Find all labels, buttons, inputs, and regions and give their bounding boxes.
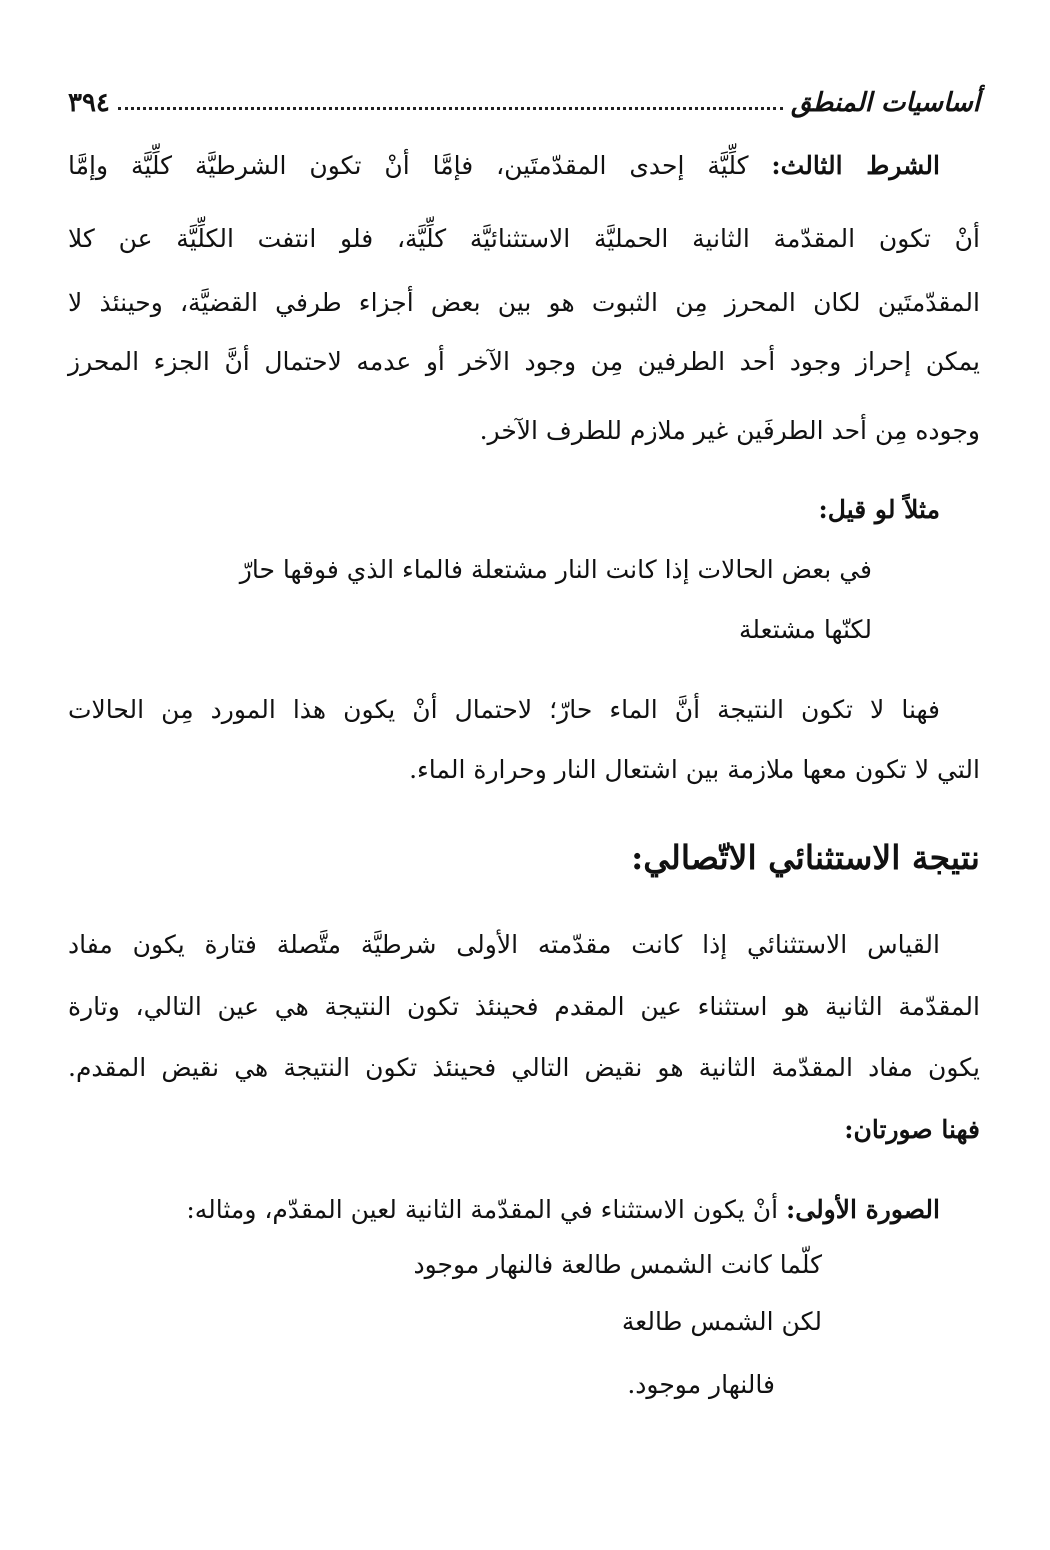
form1-text: أنْ يكون الاستثناء في المقدّمة الثانية لعين المقدّم، ومثاله: xyxy=(186,1195,786,1224)
header-dot-leader xyxy=(118,107,783,110)
example-label: مثلاً لو قيل: xyxy=(818,495,940,524)
two-forms-label: فهنا صورتان: xyxy=(844,1115,980,1144)
page-number: ٣٩٤ xyxy=(68,88,110,118)
form1-lead: الصورة الأولى: xyxy=(786,1195,940,1224)
paragraph-line: أنْ تكون المقدّمة الثانية الحمليَّة الاستثنائيَّة كلِّيَّة، فلو انتفت الكلِّيَّة عن كلا xyxy=(68,224,980,253)
paragraph-line: المقدّمتَين لكان المحرز مِن الثبوت هو بين بعض أجزاء طرفي القضيَّة، وحينئذ لا xyxy=(68,288,980,317)
example-line: لكنّها مشتعلة xyxy=(738,615,872,644)
paragraph-line: فهنا لا تكون النتيجة أنَّ الماء حارّ؛ لاحتمال أنْ يكون هذا المورد مِن الحالات xyxy=(68,695,941,724)
example-line: في بعض الحالات إذا كانت النار مشتعلة فالماء الذي فوقها حارّ xyxy=(239,555,872,584)
paragraph-line: وجوده مِن أحد الطرفَين غير ملازم للطرف الآخر. xyxy=(479,416,980,445)
line-text: كلِّيَّة إحدى المقدّمتَين، فإمَّا أنْ تكون الشرطيَّة كلِّيَّة وإمَّا xyxy=(68,151,772,180)
section-heading: نتيجة الاستثنائي الاتّصالي: xyxy=(631,838,980,877)
form1-example-line: لكن الشمس طالعة xyxy=(621,1307,822,1336)
book-title: أساسيات المنطق xyxy=(790,88,980,118)
form1-example-line: كلّما كانت الشمس طالعة فالنهار موجود xyxy=(413,1250,822,1279)
page-header xyxy=(68,78,980,118)
paragraph-line: التي لا تكون معها ملازمة بين اشتعال النار وحرارة الماء. xyxy=(409,755,980,784)
paragraph-line: يمكن إحراز وجود أحد الطرفين مِن وجود الآخر أو عدمه لاحتمال أنَّ الجزء المحرز xyxy=(68,347,980,376)
form1-example-line: فالنهار موجود. xyxy=(627,1370,775,1399)
form1-line xyxy=(186,1190,940,1230)
paragraph-line: المقدّمة الثانية هو استثناء عين المقدم فحينئذ تكون النتيجة هي عين التالي، وتارة xyxy=(68,992,980,1021)
paragraph-line: يكون مفاد المقدّمة الثانية هو نقيض التالي فحينئذ تكون النتيجة هي نقيض المقدم. xyxy=(68,1053,980,1082)
paragraph-line: القياس الاستثنائي إذا كانت مقدّمته الأولى شرطيَّة متَّصلة فتارة يكون مفاد xyxy=(68,930,940,959)
paragraph-line xyxy=(68,146,980,186)
condition-lead: الشرط الثالث: xyxy=(771,151,940,180)
